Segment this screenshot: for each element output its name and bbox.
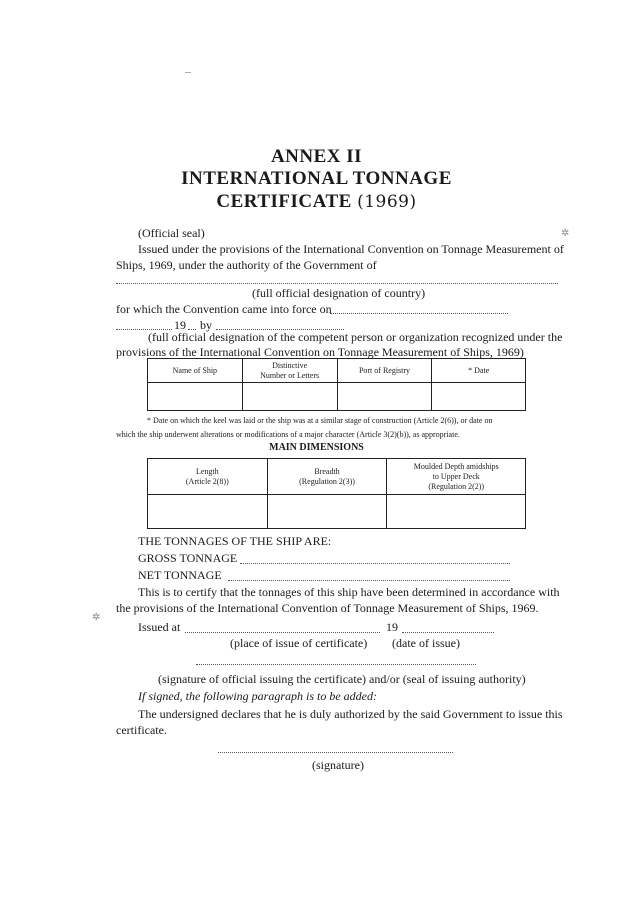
certify-line-1: This is to certify that the tonnages of this ship have been determined in accordance with [138, 585, 560, 599]
net-tonnage-blank [228, 580, 510, 581]
cell-name-of-ship [148, 383, 243, 411]
issued-under-line-1: Issued under the provisions of the International Convention on Tonnage Measurement of [138, 242, 564, 256]
main-dimensions-table [147, 458, 526, 529]
cell-distinctive-number [242, 383, 337, 411]
cell-length [148, 495, 268, 529]
annex-heading: ANNEX II [270, 146, 363, 167]
breadth-reference: (Regulation 2(3)) [299, 476, 355, 486]
title-year: (1969) [357, 192, 417, 212]
title-line-2 [0, 191, 633, 213]
header-name-of-ship: Name of Ship [148, 359, 243, 383]
force-line-text: for which the Convention came into force on [116, 302, 332, 316]
top-dash-mark: – [185, 64, 191, 78]
cell-port-of-registry [337, 383, 432, 411]
issued-under-line-2: Ships, 1969, under the authority of the Government of [116, 258, 377, 272]
depth-label-2: to Upper Deck [432, 471, 480, 481]
ship-particulars-table [147, 358, 526, 411]
title-certificate: CERTIFICATE [216, 191, 352, 212]
cell-moulded-depth [387, 495, 526, 529]
header-port-of-registry: Port of Registry [337, 359, 432, 383]
year-19-label: 19 [174, 318, 186, 332]
header-distinctive-number [242, 359, 337, 383]
force-date-blank [330, 313, 508, 314]
depth-label: Moulded Depth amidships [413, 461, 499, 471]
competent-caption-line-1: (full official designation of the competent person or organization recognized under the [148, 330, 563, 344]
main-dimensions-heading: MAIN DIMENSIONS [269, 442, 364, 453]
footnote-line-2: which the ship underwent alterations or modifications of a major character (Article 3(2)(b)), as appropriate. [116, 430, 460, 439]
footnote-line-1: * Date on which the keel was laid or the ship was at a similar stage of construction (Article 2(6)), or date on [147, 416, 493, 425]
depth-reference: (Regulation 2(2)) [428, 481, 485, 491]
official-signature-blank [196, 664, 476, 665]
length-reference: (Article 2(8)) [185, 476, 229, 486]
competent-caption-line-2: provisions of the International Convention on Tonnage Measurement of Ships, 1969) [116, 345, 524, 359]
net-tonnage-label: NET TONNAGE [138, 568, 222, 582]
distinctive-line-2: Number or Letters [260, 370, 320, 380]
signature-caption: (signature) [312, 758, 364, 772]
country-blank-line [116, 283, 558, 284]
header-date: * Date [432, 359, 526, 383]
if-signed-note: If signed, the following paragraph is to be added: [138, 689, 377, 703]
breadth-label: Breadth [314, 466, 340, 476]
place-of-issue-caption: (place of issue of certificate) [230, 636, 368, 650]
length-label: Length [195, 466, 219, 476]
stain-speck-mark: ✲ [561, 228, 570, 239]
date-of-issue-caption: (date of issue) [392, 636, 460, 650]
by-label: by [200, 318, 212, 332]
header-moulded-depth [387, 459, 526, 495]
gross-tonnage-blank [240, 563, 510, 564]
country-caption: (full official designation of country) [252, 286, 426, 300]
tonnages-heading: THE TONNAGES OF THE SHIP ARE: [138, 534, 332, 548]
issued-year-19: 19 [386, 620, 398, 634]
title-line-1: INTERNATIONAL TONNAGE [181, 168, 452, 189]
issued-at-label: Issued at [138, 620, 181, 634]
header-breadth [267, 459, 387, 495]
stain-speck-left: ✲ [92, 612, 101, 623]
issued-date-blank [402, 632, 494, 633]
certify-line-2: the provisions of the International Convention of Tonnage Measurement of Ships, 1969. [116, 601, 539, 615]
distinctive-line-1: Distinctive [272, 360, 308, 370]
issued-at-blank [185, 632, 380, 633]
official-seal-label: (Official seal) [138, 226, 205, 240]
cell-date [432, 383, 526, 411]
gross-tonnage-label: GROSS TONNAGE [138, 551, 238, 565]
declares-line-2: certificate. [116, 723, 167, 737]
official-signature-caption: (signature of official issuing the certificate) and/or (seal of issuing authority) [158, 672, 526, 686]
cell-breadth [267, 495, 387, 529]
signature-blank [218, 752, 453, 753]
header-length [148, 459, 268, 495]
declares-line-1: The undersigned declares that he is duly authorized by the said Government to issue this [138, 707, 563, 721]
